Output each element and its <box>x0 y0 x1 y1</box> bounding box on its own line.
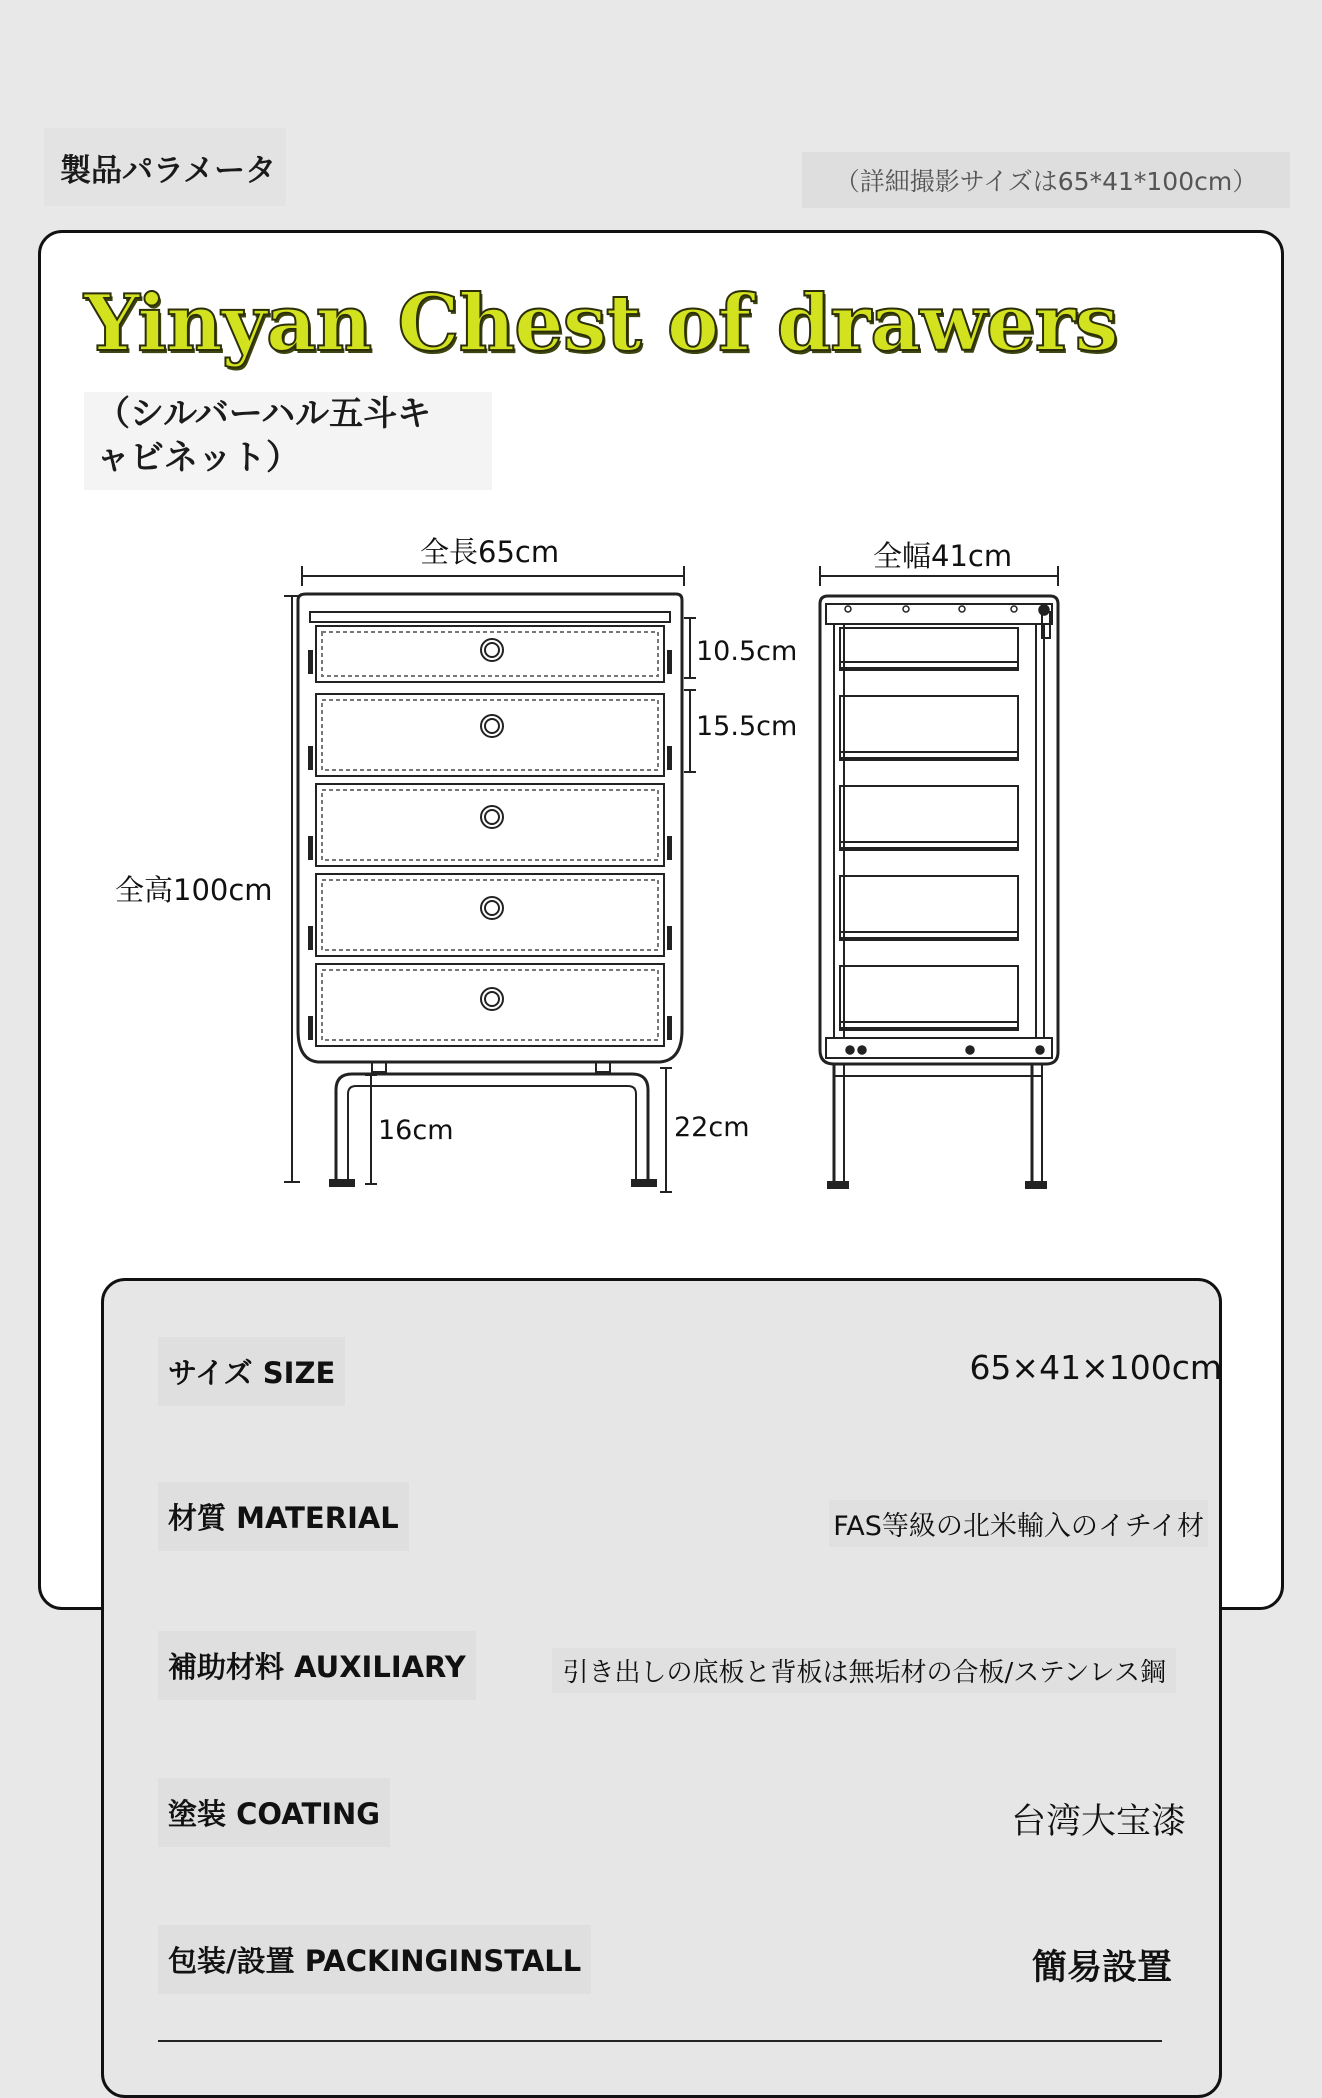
product-subtitle-line2: ャビネット） <box>96 438 300 478</box>
leg-height-label: 16cm <box>378 1115 454 1146</box>
product-subtitle-line1: （シルバーハル五斗キ <box>96 394 432 434</box>
spec-value-size: 65×41×100cm <box>969 1348 1222 1387</box>
leg-clearance-label: 22cm <box>674 1112 750 1143</box>
spec-label-coating: 塗装 COATING <box>158 1778 390 1847</box>
spec-value-auxiliary: 引き出しの底板と背板は無垢材の合板/ステンレス鋼 <box>552 1648 1176 1693</box>
height-label: 全高100cm <box>115 873 273 907</box>
section-title: 製品パラメータ <box>44 128 286 206</box>
width-label: 全幅41cm <box>873 539 1013 573</box>
spec-label-size: サイズ SIZE <box>158 1337 345 1406</box>
drawer-top-height-label: 10.5cm <box>696 636 798 667</box>
spec-value-coating: 台湾大宝漆 <box>1010 1802 1186 1842</box>
length-label: 全長65cm <box>420 535 560 569</box>
spec-value-packing: 簡易設置 <box>1031 1948 1172 1988</box>
spec-value-material: FAS等級の北米輸入のイチイ材 <box>829 1500 1208 1547</box>
drawer-height-label: 15.5cm <box>696 711 798 742</box>
spec-label-material: 材質 MATERIAL <box>158 1482 409 1551</box>
spec-label-auxiliary: 補助材料 AUXILIARY <box>158 1631 476 1700</box>
photo-size-note: （詳細撮影サイズは65*41*100cm） <box>802 152 1290 208</box>
product-title: Yinyan Chest of drawers <box>84 278 1118 369</box>
spec-label-packing: 包装/設置 PACKINGINSTALL <box>158 1925 591 1994</box>
spec-divider <box>158 2040 1162 2042</box>
